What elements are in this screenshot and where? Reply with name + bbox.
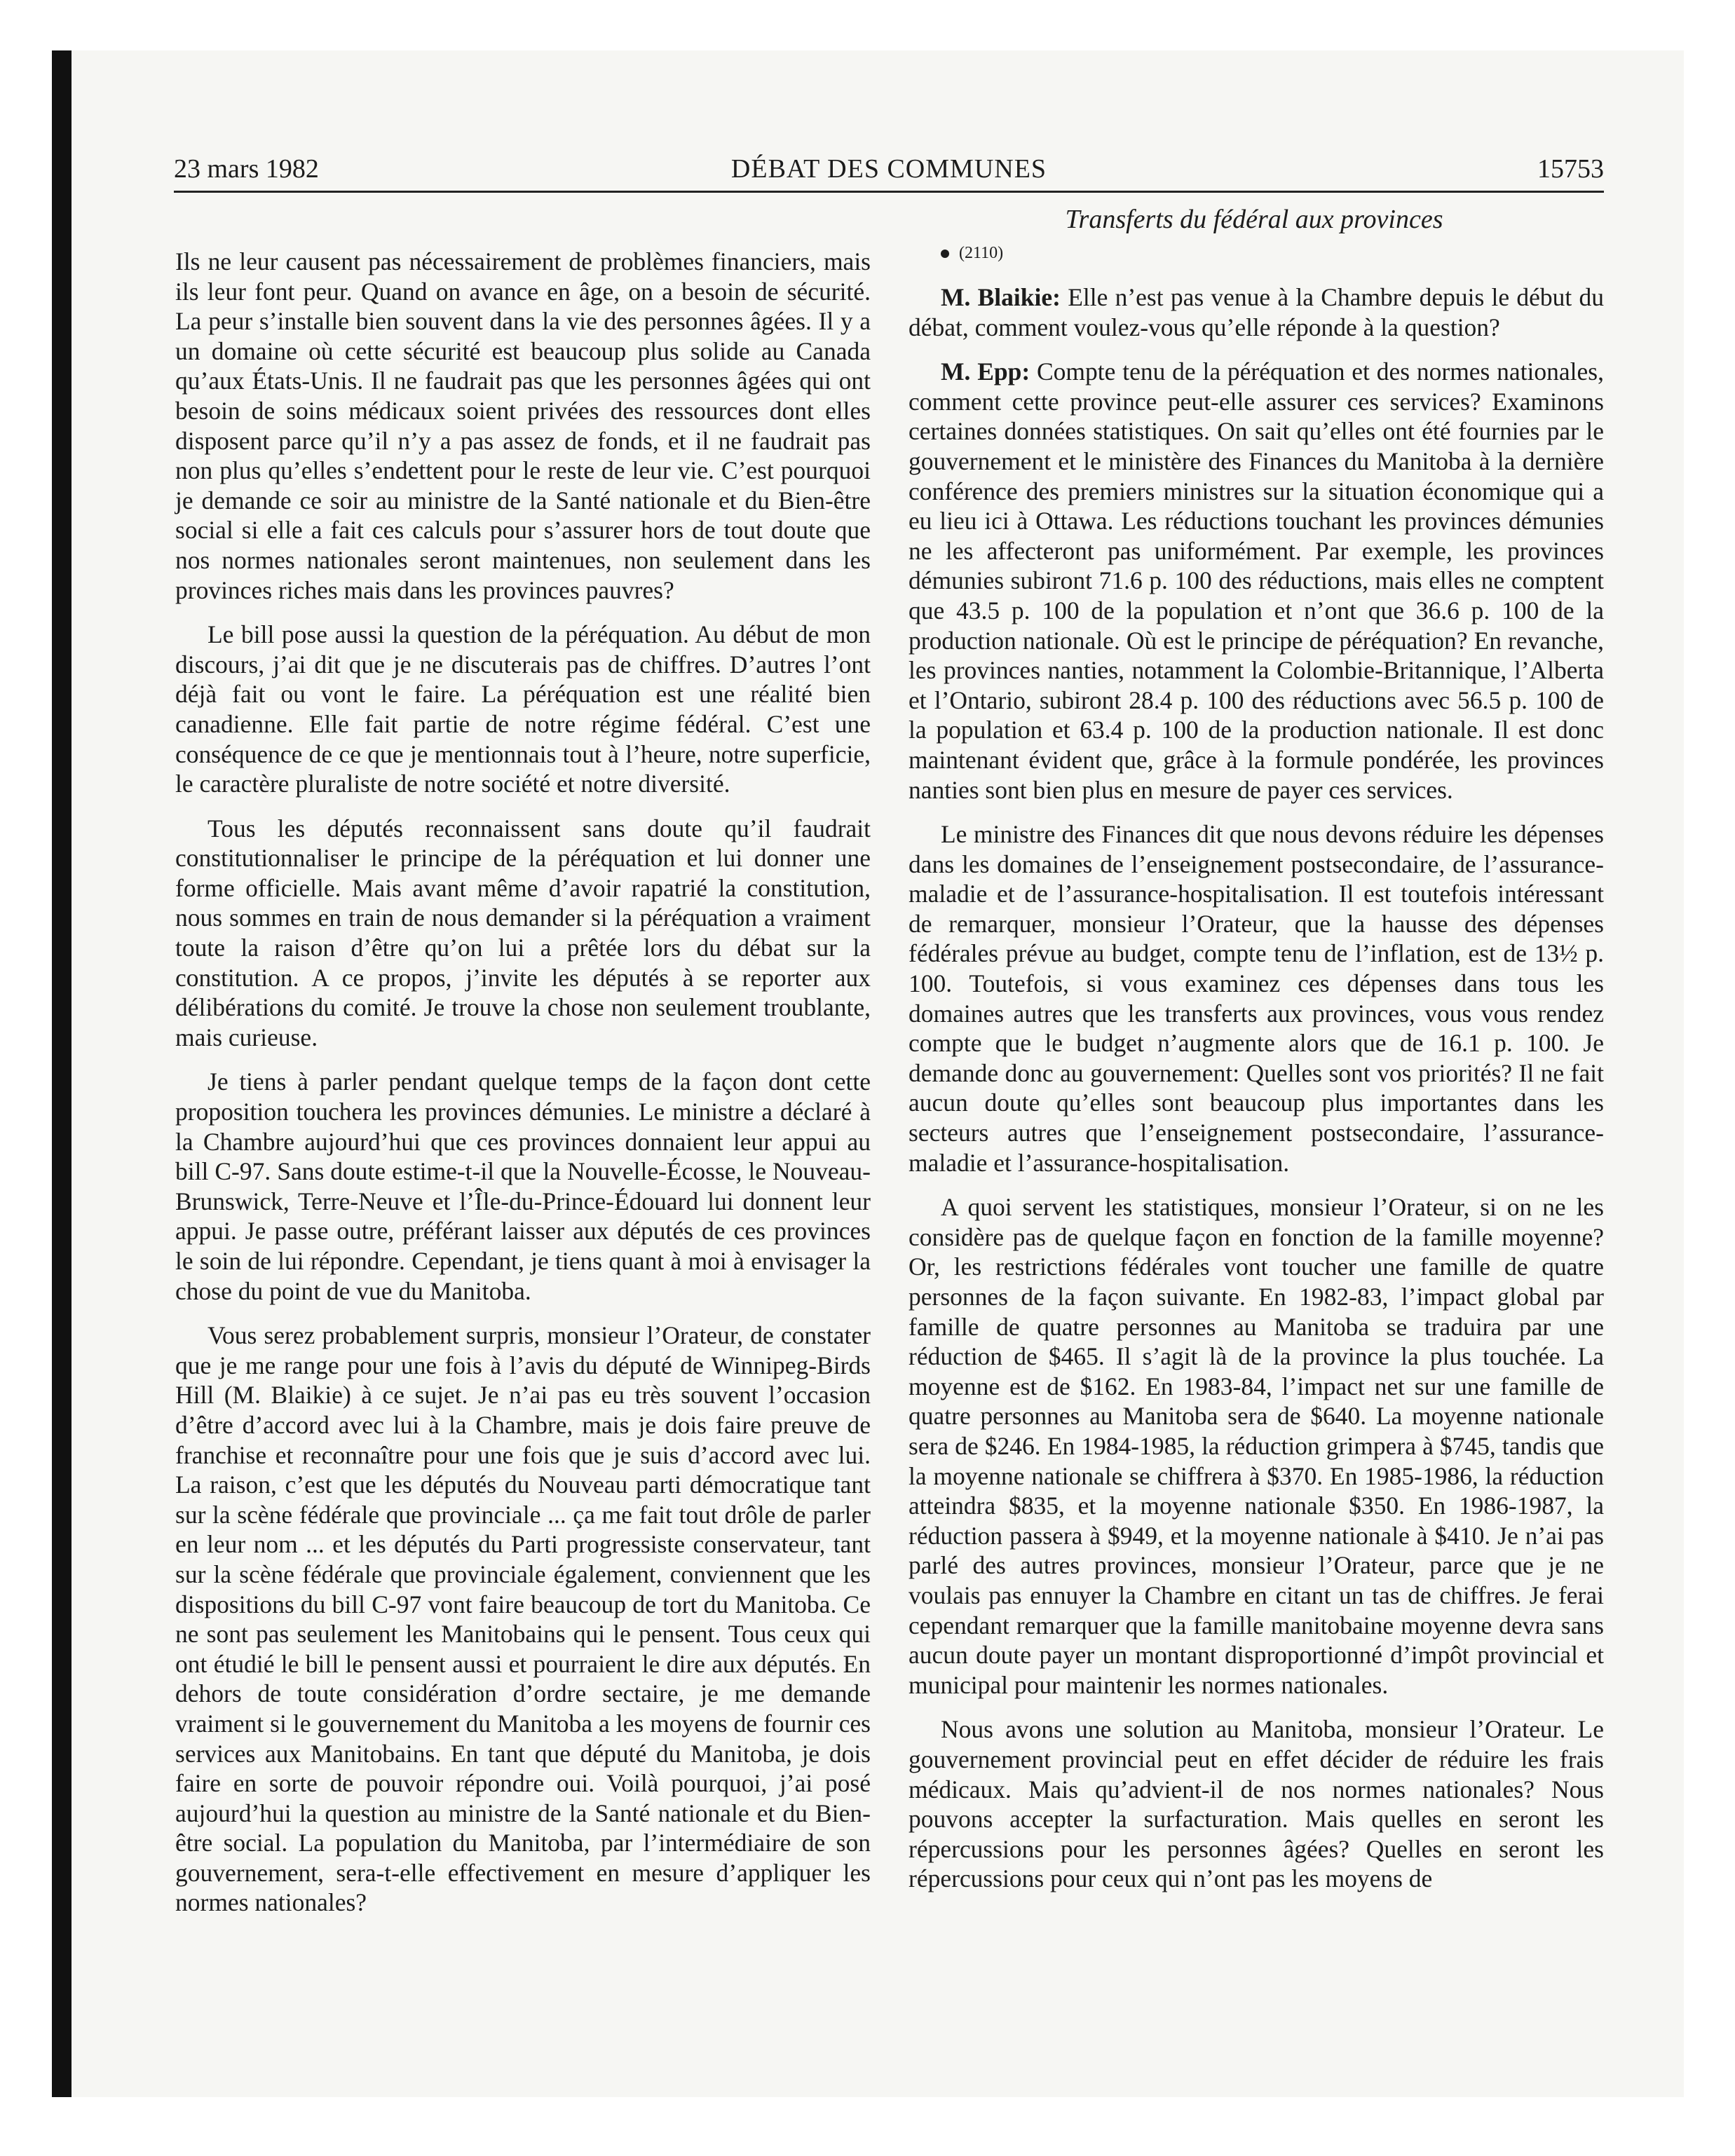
section-title: Transferts du fédéral aux provinces — [1065, 205, 1443, 234]
paragraph: Le bill pose aussi la question de la péréquation. Au début de mon discours, j’ai dit que je ne discuterais pas de chiffres. D’autres l’ont déjà fait ou vont le faire. La péréquation est une réalité bien canadienne. Elle fait partie de notre régime fédéral. C’est une conséquence de ce que je mentionnais tout à l’heure, notre superficie, le caractère pluraliste de notre société et notre diversité. — [175, 620, 871, 798]
header-page-number: 15753 — [1537, 154, 1604, 184]
paragraph: Ils ne leur causent pas nécessairement de problèmes financiers, mais ils leur font peur. Quand on avance en âge, on a besoin de sécurité. La peur s’installe bien souvent dans la vie des personnes âgées. Il y a un domaine où cette sécurité est beaucoup plus solide au Canada qu’aux États-Unis. Il ne faudrait pas que les personnes âgées qui ont besoin de soins médicaux soient privées des ressources dont elles disposent parce qu’il n’y a pas assez de fonds, et il ne faudrait pas non plus qu’elles s’endettent pour le reste de leur vie. C’est pourquoi je demande ce soir au ministre de la Santé nationale et du Bien-être social si elle a fait ces calculs pour s’assurer hors de tout doute que nos normes nationales seront maintenues, non seulement dans les provinces riches mais dans les provinces pauvres? — [175, 247, 871, 604]
time-marker-text: (2110) — [959, 244, 1004, 262]
time-marker — [909, 238, 1604, 268]
right-column — [909, 238, 1604, 1909]
header-date: 23 mars 1982 — [174, 154, 319, 184]
paragraph: Nous avons une solution au Manitoba, monsieur l’Orateur. Le gouvernement provincial peut en effet décider de réduire les frais médicaux. Mais qu’advient-il de nos normes nationales? Nous pouvons accepter la surfacturation. Mais quelles en seront les répercussions pour les personnes âgées? Quelles en seront les répercussions pour ceux qui n’ont pas les moyens de — [909, 1715, 1604, 1893]
paragraph: Le ministre des Finances dit que nous devons réduire les dépenses dans les domaines de l’enseignement postsecondaire, de l’assurance-maladie et de l’assurance-hospitalisation. Il est toutefois intéressant de remarquer, monsieur l’Orateur, que la hausse des dépenses fédérales prévue au budget, compte tenu de l’inflation, est de 13½ p. 100. Toutefois, si vous examinez ces dépenses dans tous les domaines autres que les transferts aux provinces, vous vous rendez compte que le budget n’augmente alors que de 16.1 p. 100. Je demande donc au gouvernement: Quelles sont vos priorités? Il ne fait aucun doute qu’elles sont beaucoup plus importantes dans les secteurs autres que l’enseignement postsecondaire, l’assurance-maladie et l’assurance-hospitalisation. — [909, 820, 1604, 1177]
speech-paragraph — [909, 357, 1604, 805]
speaker-name: M. Blaikie: — [941, 283, 1061, 311]
bullet-dot-icon — [941, 250, 949, 258]
header-title: DÉBAT DES COMMUNES — [730, 154, 1047, 184]
paragraph: Je tiens à parler pendant quelque temps de la façon dont cette proposition touchera les provinces démunies. Le ministre a déclaré à la Chambre aujourd’hui que ces provinces donnaient leur appui au bill C-97. Sans doute estime-t-il que la Nouvelle-Écosse, le Nouveau-Brunswick, Terre-Neuve et l’Île-du-Prince-Édouard lui donnent leur appui. Je passe outre, préférant laisser aux députés de ces provinces le soin de lui répondre. Cependant, je tiens quant à moi à envisager la chose du point de vue du Manitoba. — [175, 1067, 871, 1305]
speech-text: Compte tenu de la péréquation et des normes nationales, comment cette province peut-elle assurer ces services? Examinons certaines données statistiques. On sait qu’elles ont été fournies par le gouvernement et le ministère des Finances du Manitoba à la dernière conférence des premiers ministres sur la situation économique qui a eu lieu ici à Ottawa. Les réductions touchant les provinces démunies ne les affecteront pas uniformément. Par exemple, les provinces démunies subiront 71.6 p. 100 des réductions, mais elles ne comptent que 43.5 p. 100 de la population et n’ont que 36.6 p. 100 de la production nationale. Où est le principe de péréquation? En revanche, les provinces nanties, notamment la Colombie-Britannique, l’Alberta et l’Ontario, subiront 28.4 p. 100 des réductions avec 56.5 p. 100 de la population et 63.4 p. 100 de la production nationale. Il est donc maintenant évident que, grâce à la formule pondérée, les provinces nanties sont bien plus en mesure de payer ces services. — [909, 357, 1604, 804]
speaker-name: M. Epp: — [941, 357, 1030, 386]
speech-paragraph — [909, 282, 1604, 342]
scan-border — [52, 50, 72, 2097]
paragraph: A quoi servent les statistiques, monsieur l’Orateur, si on ne les considère pas de quelque façon en fonction de la famille moyenne? Or, les restrictions fédérales vont toucher une famille de quatre personnes de la façon suivante. En 1982-83, l’impact global par famille de quatre personnes au Manitoba se traduira par une réduction de $465. Il s’agit là de la province la plus touchée. La moyenne est de $162. En 1983-84, l’impact net sur une famille de quatre personnes au Manitoba sera de $640. La moyenne nationale sera de $246. En 1984-1985, la réduction grimpera à $745, tandis que la moyenne nationale se chiffrera à $370. En 1985-1986, la réduction atteindra $835, et la moyenne nationale $350. En 1986-1987, la réduction passera à $949, et la moyenne nationale à $410. Je n’ai pas parlé des autres provinces, monsieur l’Orateur, parce que je ne voulais pas ennuyer la Chambre en citant un tas de chiffres. Je ferai cependant remarquer que la famille manitobaine moyenne devra sans aucun doute payer un montant disproportionné d’impôt provincial et municipal pour maintenir les normes nationales. — [909, 1193, 1604, 1699]
paragraph: Tous les députés reconnaissent sans doute qu’il faudrait constitutionnaliser le principe de la péréquation et lui donner une forme officielle. Mais avant même d’avoir rapatrié la constitution, nous sommes en train de nous demander si la péréquation a vraiment toute la raison d’être qu’on lui a prêtée lors du débat sur la constitution. A ce propos, j’invite les députés à se reporter aux délibérations du comité. Je trouve la chose non seulement troublante, mais curieuse. — [175, 814, 871, 1051]
speech-text: Elle n’est pas venue à la Chambre depuis le début du débat, comment voulez-vous qu’elle réponde à la question? — [909, 283, 1604, 341]
left-column — [175, 247, 871, 1932]
paragraph: Vous serez probablement surpris, monsieur l’Orateur, de constater que je me range pour une fois à l’avis du député de Winnipeg-Birds Hill (M. Blaikie) à ce sujet. Je n’ai pas eu très souvent l’occasion d’être d’accord avec lui à la Chambre, mais je dois faire preuve de franchise et reconnaître pour une fois que je suis d’accord avec lui. La raison, c’est que les députés du Nouveau parti démocratique tant sur la scène fédérale que provinciale ... ça me fait tout drôle de parler en leur nom ... et les députés du Parti progressiste conservateur, tant sur la scène fédérale que provinciale également, conviennent que les dispositions du bill C-97 vont faire beaucoup de tort du Manitoba. Ce ne sont pas seulement les Manitobains qui le pensent. Tous ceux qui ont étudié le bill le pensent aussi et pourraient le dire aux députés. En dehors de toute considération d’ordre sectaire, je me demande vraiment si le gouvernement du Manitoba a les moyens de fournir ces services aux Manitobains. En tant que député du Manitoba, je dois faire en sorte de pouvoir répondre oui. Voilà pourquoi, j’ai posé aujourd’hui la question au ministre de la Santé nationale et du Bien-être social. La population du Manitoba, par l’intermédiaire de son gouvernement, sera-t-elle effectivement en mesure d’appliquer les normes nationales? — [175, 1321, 871, 1917]
running-header — [174, 147, 1604, 193]
